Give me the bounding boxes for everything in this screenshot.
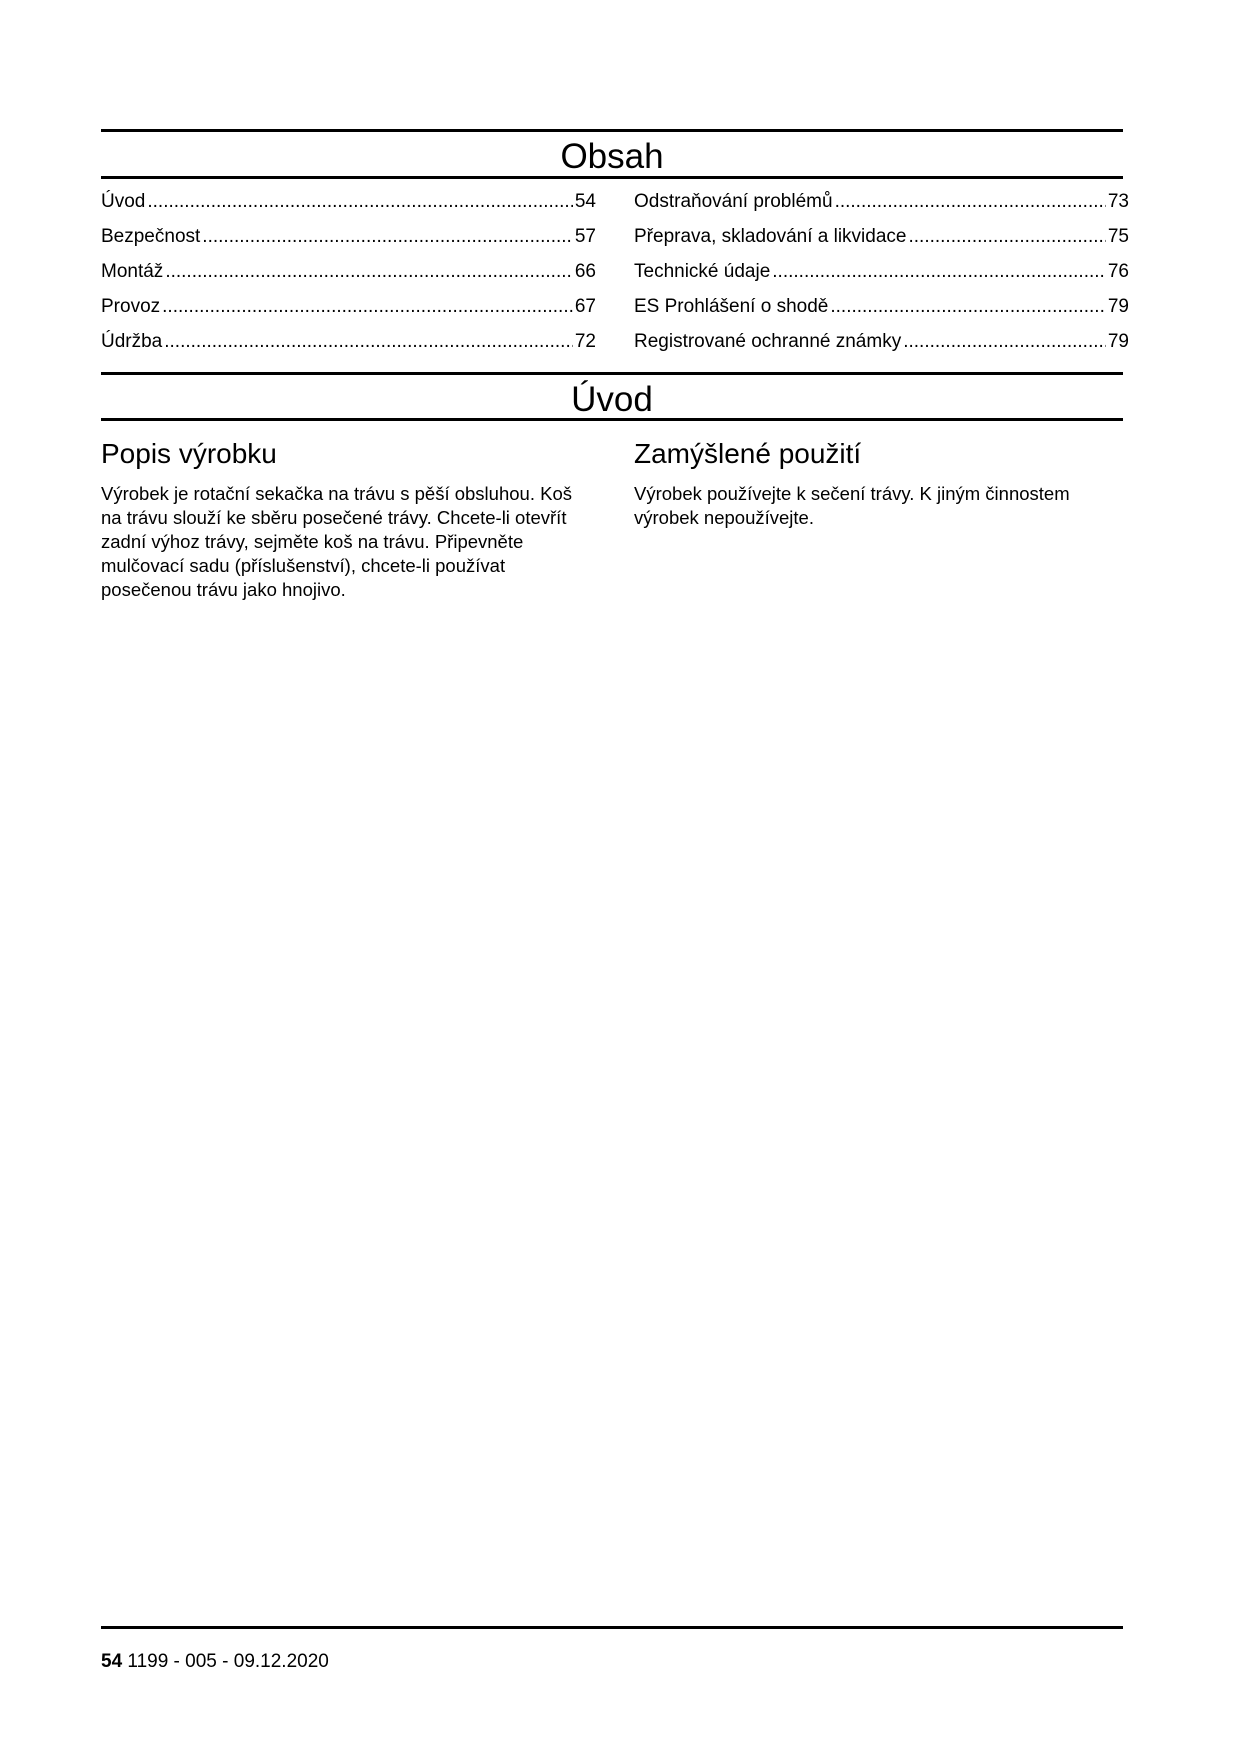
toc-entry-page: 57: [574, 226, 596, 247]
toc-entry-page: 66: [574, 261, 596, 282]
toc-entry-title: ES Prohlášení o shodě: [634, 296, 829, 317]
toc-entry-preprava[interactable]: [634, 225, 1129, 260]
toc-right-column: [634, 190, 1129, 365]
toc-dot-leader: [164, 330, 573, 354]
toc-left-column: [101, 190, 596, 365]
toc-entry-provoz[interactable]: [101, 295, 596, 330]
intended-use-text: Výrobek používejte k sečení trávy. K jiným činnostem výrobek nepoužívejte.: [634, 483, 1070, 528]
product-description-text: Výrobek je rotační sekačka na trávu s pěší obsluhou. Koš na trávu slouží ke sběru posečené trávy. Chcete-li otevřít zadní výhoz trávy, sejměte koš na trávu. Připevněte mulčovací sadu (příslušenství), chcete-li používat posečenou trávu jako hnojivo.: [101, 483, 572, 600]
toc-dot-leader: [772, 260, 1106, 284]
toc-entry-odstranovani-problemu[interactable]: [634, 190, 1129, 225]
toc-entry-page: 76: [1107, 261, 1129, 282]
toc-entry-es-prohlaseni[interactable]: [634, 295, 1129, 330]
toc-entry-bezpecnost[interactable]: [101, 225, 596, 260]
toc-entry-title: Úvod: [101, 191, 146, 212]
toc-entry-title: Přeprava, skladování a likvidace: [634, 226, 907, 247]
toc-entry-title: Technické údaje: [634, 261, 771, 282]
toc-entry-page: 72: [574, 331, 596, 352]
toc-entry-page: 79: [1107, 296, 1129, 317]
toc-entry-technicke-udaje[interactable]: [634, 260, 1129, 295]
toc-dot-leader: [830, 295, 1106, 319]
toc-entry-title: Provoz: [101, 296, 161, 317]
footer-page-number: 54: [101, 1651, 123, 1672]
intended-use-title: Zamýšlené použití: [634, 438, 862, 469]
toc-dot-leader: [202, 225, 573, 249]
toc-dot-leader: [835, 190, 1106, 214]
toc-entry-montaz[interactable]: [101, 260, 596, 295]
toc-dot-leader: [903, 330, 1106, 354]
toc-dot-leader: [165, 260, 573, 284]
toc-entry-title: Odstraňování problémů: [634, 191, 833, 212]
toc-entry-page: 67: [574, 296, 596, 317]
intro-heading: Úvod: [571, 380, 653, 419]
toc-top-rule: [101, 129, 1123, 132]
toc-entry-title: Montáž: [101, 261, 164, 282]
intro-top-rule: [101, 372, 1123, 375]
footer-rule: [101, 1626, 1123, 1629]
toc-entry-udrzba[interactable]: [101, 330, 596, 365]
toc-entry-page: 79: [1107, 331, 1129, 352]
product-description-title: Popis výrobku: [101, 438, 277, 469]
toc-entry-title: Bezpečnost: [101, 226, 201, 247]
toc-entry-title: Registrované ochranné známky: [634, 331, 902, 352]
toc-entry-title: Údržba: [101, 331, 163, 352]
toc-entry-page: 54: [574, 191, 596, 212]
footer-doc-info: 1199 - 005 - 09.12.2020: [127, 1651, 329, 1672]
toc-dot-leader: [908, 225, 1105, 249]
page-footer: [101, 1650, 329, 1674]
toc-dot-leader: [147, 190, 573, 214]
toc-entry-uvod[interactable]: [101, 190, 596, 225]
toc-entry-page: 75: [1107, 226, 1129, 247]
toc-entry-page: 73: [1107, 191, 1129, 212]
toc-entry-registrovane-znamky[interactable]: [634, 330, 1129, 365]
toc-heading: Obsah: [560, 137, 664, 176]
intro-bottom-rule: [101, 418, 1123, 421]
toc-dot-leader: [162, 295, 573, 319]
toc-bottom-rule: [101, 176, 1123, 179]
